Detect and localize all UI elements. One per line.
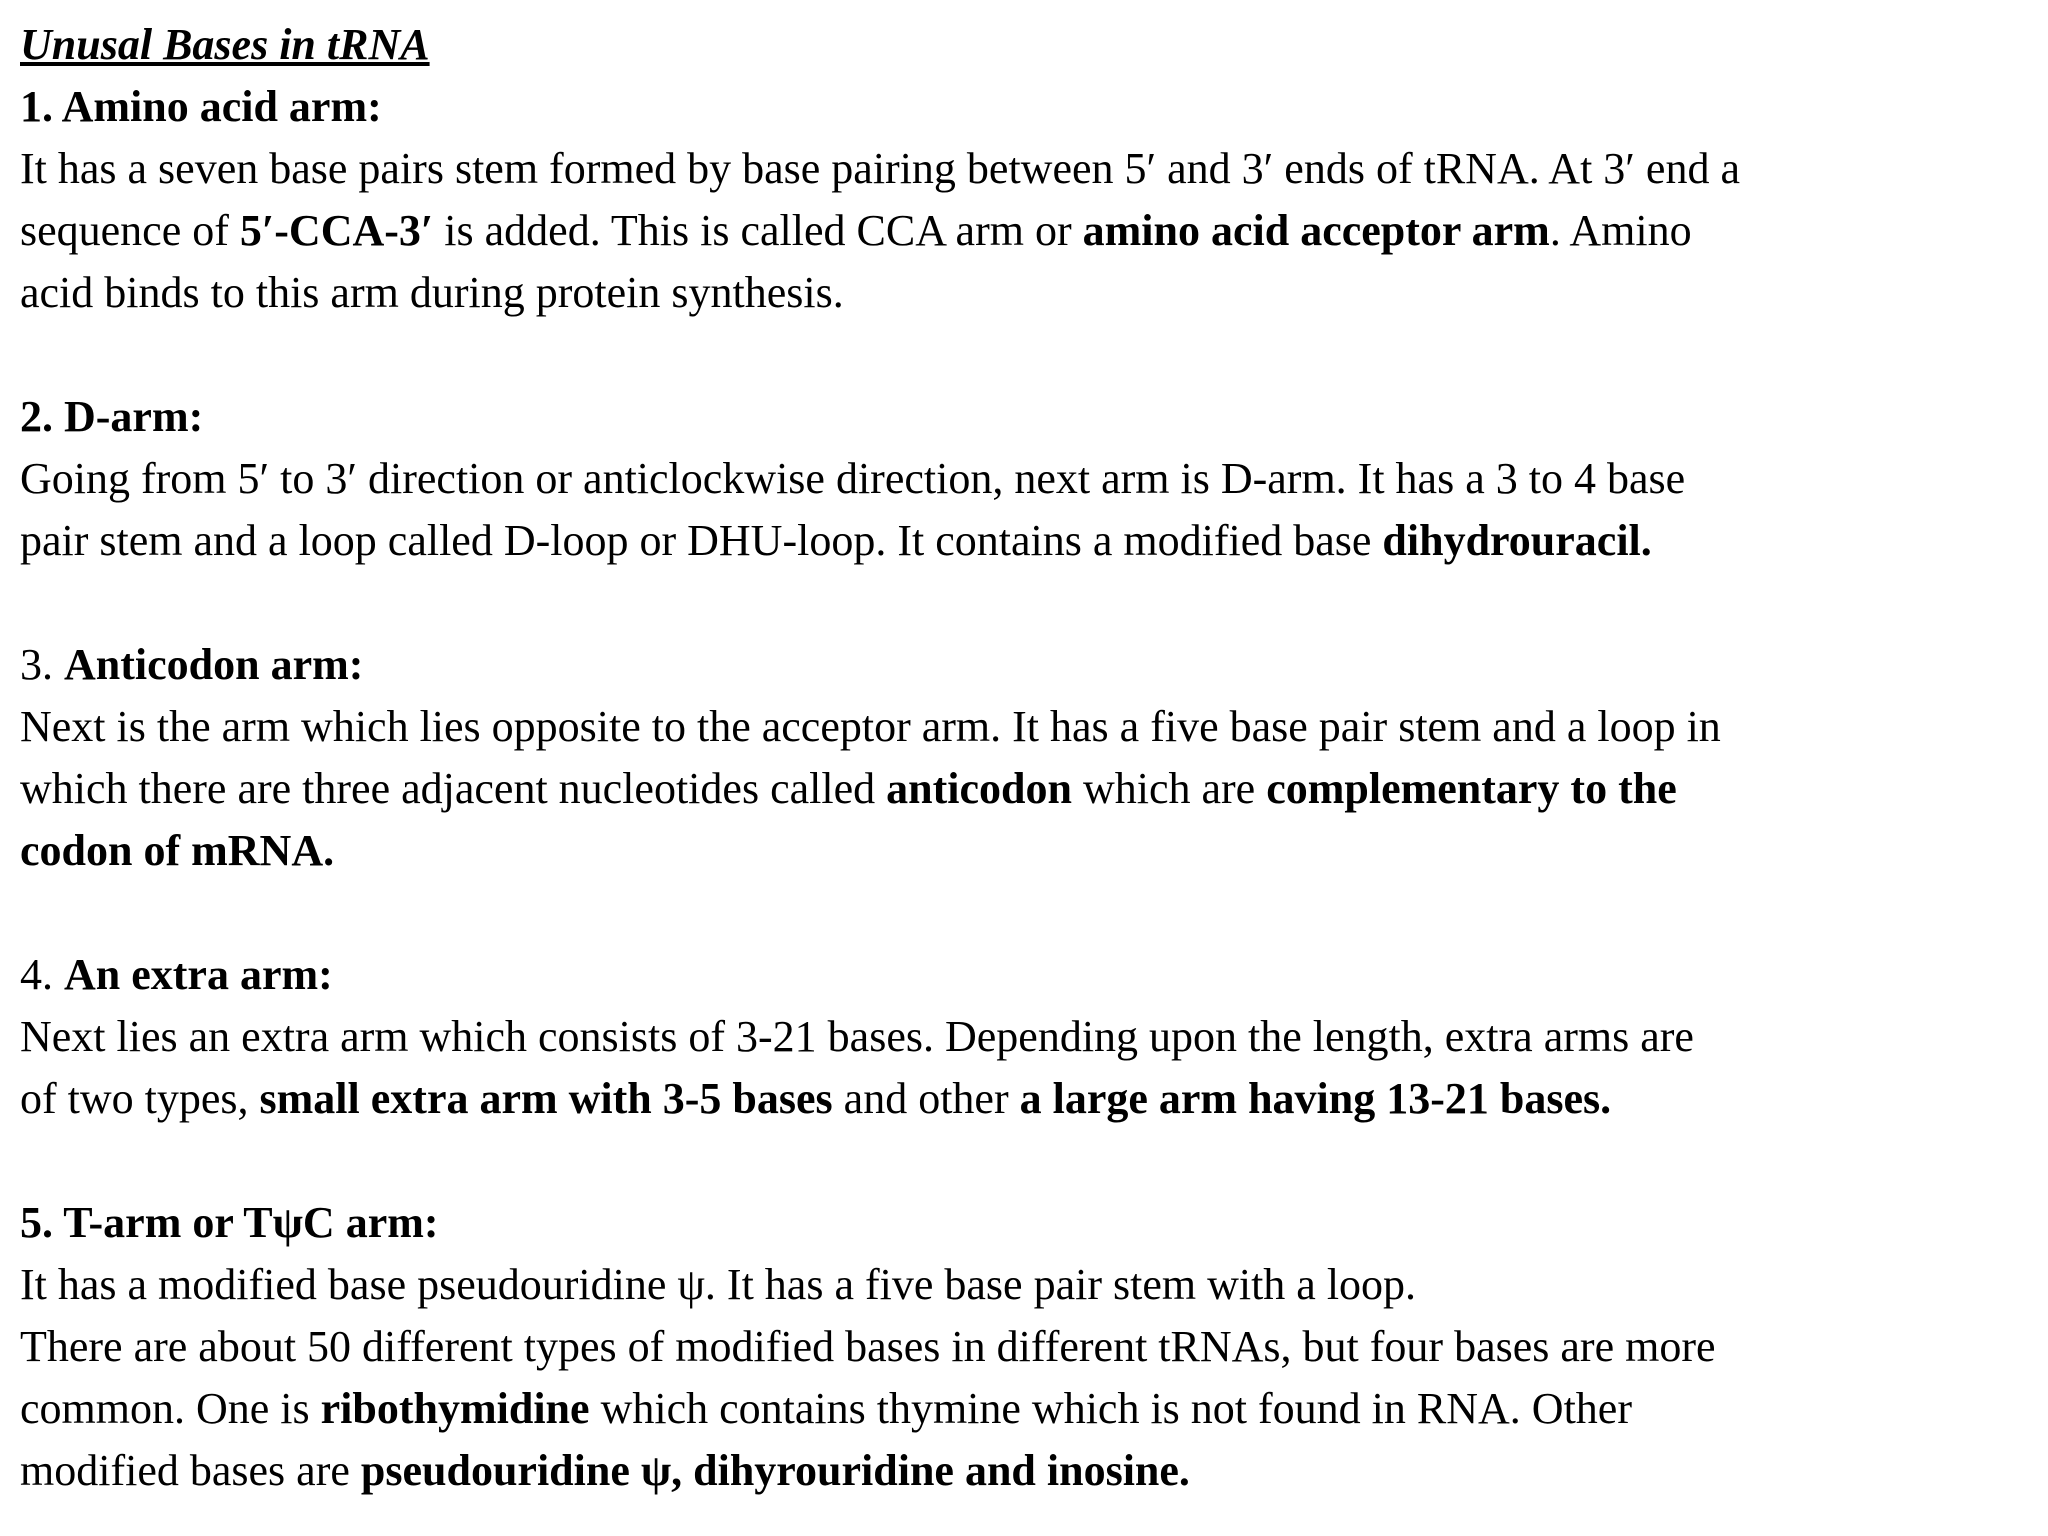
section-body	[20, 1254, 2048, 1502]
bold-term: anticodon	[886, 764, 1072, 813]
text-line	[20, 1378, 2048, 1440]
section-title: D-arm:	[64, 392, 204, 441]
text-line	[20, 1006, 2048, 1068]
text-run: Going from 5′ to 3′ direction or anticlockwise direction, next arm is D-arm. It has a 3 to 4 base	[20, 454, 1686, 503]
section-title: T-arm or TψC arm:	[63, 1198, 439, 1247]
section-title: Anticodon arm:	[64, 640, 364, 689]
text-line	[20, 1440, 2048, 1502]
text-line	[20, 448, 2048, 510]
section-d-arm	[20, 386, 2048, 572]
text-run: There are about 50 different types of modified bases in different tRNAs, but four bases are more	[20, 1322, 1716, 1371]
section-title: An extra arm:	[64, 950, 333, 999]
text-line	[20, 138, 2048, 200]
section-number: 3.	[20, 640, 64, 689]
bold-term: codon of mRNA.	[20, 826, 335, 875]
bold-term: pseudouridine ψ, dihyrouridine and inosine.	[360, 1446, 1190, 1495]
section-t-arm	[20, 1192, 2048, 1502]
text-line	[20, 1254, 2048, 1316]
section-heading	[20, 944, 2048, 1006]
text-run: which are	[1071, 764, 1267, 813]
text-line	[20, 696, 2048, 758]
text-run: of two types,	[20, 1074, 260, 1123]
section-extra-arm	[20, 944, 2048, 1130]
text-line	[20, 262, 2048, 324]
bold-term: amino acid acceptor arm	[1082, 206, 1550, 255]
text-run: which there are three adjacent nucleotides called	[20, 764, 887, 813]
section-number: 2.	[20, 392, 64, 441]
text-run: Next is the arm which lies opposite to the acceptor arm. It has a five base pair stem and a loop in	[20, 702, 1721, 751]
text-line	[20, 758, 2048, 820]
text-line	[20, 1068, 2048, 1130]
bold-term: a large arm having 13-21 bases.	[1019, 1074, 1612, 1123]
sections-container	[20, 76, 2048, 1502]
text-run: . Amino	[1549, 206, 1692, 255]
section-number: 1.	[20, 82, 62, 131]
bold-term: complementary to the	[1266, 764, 1677, 813]
bold-term: dihydrouracil.	[1382, 516, 1652, 565]
text-run: Next lies an extra arm which consists of 3-21 bases. Depending upon the length, extra arms are	[20, 1012, 1694, 1061]
text-run: sequence of	[20, 206, 240, 255]
bold-term: 5′-CCA-3′	[239, 206, 434, 255]
text-run: It has a modified base pseudouridine ψ. It has a five base pair stem with a loop.	[20, 1260, 1417, 1309]
section-body	[20, 696, 2048, 882]
section-heading	[20, 634, 2048, 696]
section-body	[20, 1006, 2048, 1130]
section-body	[20, 138, 2048, 324]
text-run: acid binds to this arm during protein synthesis.	[20, 268, 844, 317]
section-heading	[20, 76, 2048, 138]
section-amino-acid-arm	[20, 76, 2048, 324]
section-anticodon-arm	[20, 634, 2048, 882]
text-line	[20, 820, 2048, 882]
section-number: 5.	[20, 1198, 64, 1247]
text-line	[20, 200, 2048, 262]
section-title: Amino acid arm:	[61, 82, 382, 131]
document-title: Unusal Bases in tRNA	[20, 20, 430, 69]
text-line	[20, 510, 2048, 572]
text-run: modified bases are	[20, 1446, 361, 1495]
bold-term: small extra arm with 3-5 bases	[259, 1074, 833, 1123]
bold-term: ribothymidine	[320, 1384, 590, 1433]
text-run: It has a seven base pairs stem formed by base pairing between 5′ and 3′ ends of tRNA. At 3′ end a	[20, 144, 1740, 193]
text-run: is added. This is called CCA arm or	[433, 206, 1083, 255]
section-body	[20, 448, 2048, 572]
text-run: pair stem and a loop called D-loop or DHU-loop. It contains a modified base	[20, 516, 1383, 565]
section-heading	[20, 386, 2048, 448]
text-line	[20, 1316, 2048, 1378]
text-run: and other	[832, 1074, 1020, 1123]
text-run: which contains thymine which is not found in RNA. Other	[589, 1384, 1632, 1433]
section-number: 4.	[20, 950, 64, 999]
section-heading	[20, 1192, 2048, 1254]
text-run: common. One is	[20, 1384, 321, 1433]
